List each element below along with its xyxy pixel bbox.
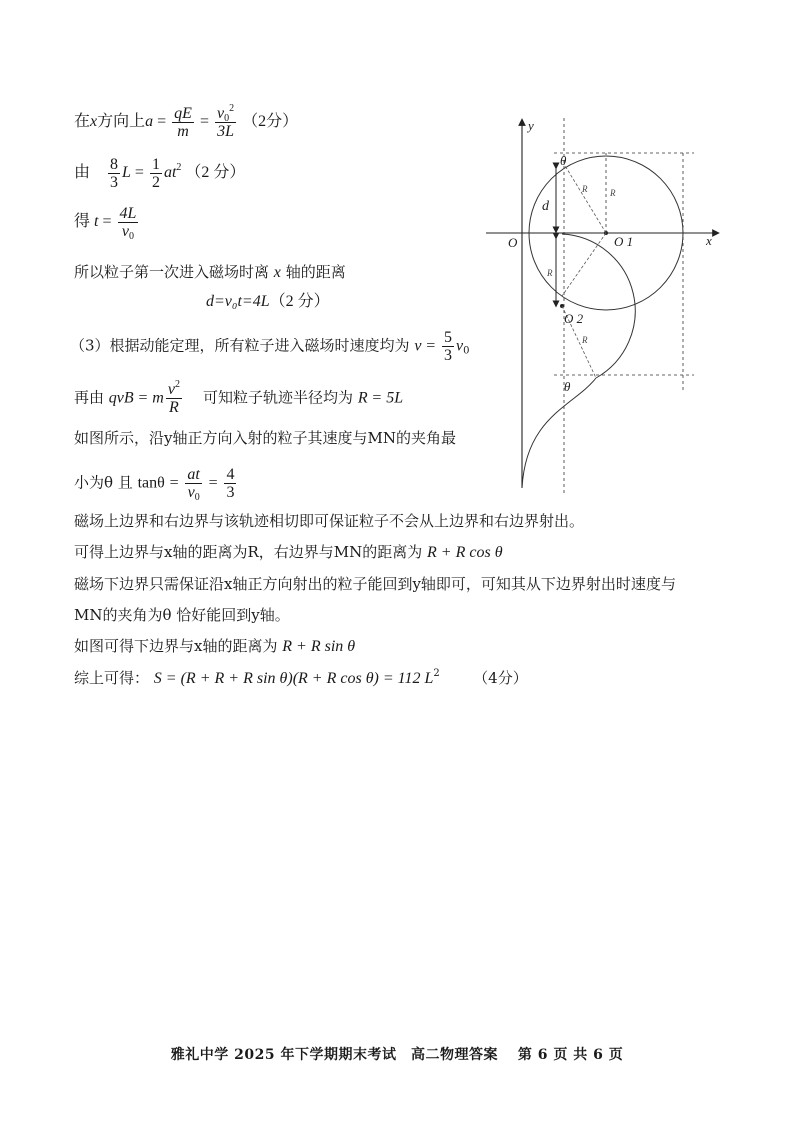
- radius-o1-bottom: [562, 233, 606, 296]
- fraction-1-2: $\frac{1}{2}$: [151, 156, 160, 191]
- velocity-sentence: （3）根据动能定理，所有粒子进入磁场时速度均为 v = $\frac{5}{3}$ $v_0$: [70, 329, 470, 364]
- time-equation: 得 t = $\frac{4L}{v_0}$: [74, 205, 137, 242]
- origin-label: O: [508, 235, 518, 250]
- theta-top-label: θ: [560, 153, 567, 168]
- d-label: d: [542, 199, 549, 214]
- distance-sentence: 所以粒子第一次进入磁场时离 x 轴的距离: [74, 263, 346, 281]
- x-axis-label: x: [706, 233, 712, 248]
- r-label-slant: R: [582, 184, 588, 194]
- fraction-at-over-v0: $\frac{at}{v_0}$: [187, 466, 200, 503]
- radius-o1-top: [564, 164, 606, 233]
- r-label-o2: R: [582, 335, 588, 345]
- boundary-sentence-2: 可得上边界与x轴的距离为R，右边界与MN的距离为 R + R cos θ: [74, 543, 503, 561]
- fraction-4-3: $\frac{4}{3}$: [226, 466, 235, 501]
- angle-sentence: 如图所示，沿y轴正方向入射的粒子其速度与MN的夹角最: [74, 429, 456, 447]
- area-equation: 综上可得： S = (R + R + R sin θ)(R + R cos θ) = 112 $L^2$ （4分）: [74, 668, 528, 687]
- y-axis-label: y: [528, 118, 534, 133]
- radius-sentence: 再由 qvB = m $\frac{v^2}{R}$ 可知粒子轨迹半径均为 R = 5L: [74, 379, 404, 416]
- boundary-sentence-1: 磁场上边界和右边界与该轨迹相切即可保证粒子不会从上边界和右边界射出。: [74, 512, 585, 530]
- distance-equation: d=v₀t=4L（2 分）: [206, 293, 330, 310]
- fraction-v0sq-over-3L: $\frac{v_0^2}{3L}$: [216, 103, 235, 140]
- o2-label: O 2: [564, 311, 584, 326]
- accel-equation: 在x方向上a = $\frac{qE}{m}$ = $\frac{v_0^2}{3L}$ （2分）: [74, 103, 299, 140]
- trajectory-diagram: [484, 116, 724, 496]
- o1-label: O 1: [614, 234, 634, 249]
- boundary-sentence-3: 磁场下边界只需保证沿x轴正方向射出的粒子能回到y轴即可，可知其从下边界射出时速度与: [74, 575, 676, 593]
- fraction-8-3: $\frac{8}{3}$: [110, 156, 119, 191]
- fraction-qE-over-m: $\frac{qE}{m}$: [174, 105, 192, 140]
- tan-equation: 小为θ 且 tanθ = $\frac{at}{v_0}$ = $\frac{4}{3}$: [74, 466, 235, 503]
- fraction-5-3: $\frac{5}{3}$: [444, 329, 453, 364]
- kinematics-equation: 由 $\frac{8}{3}$ L = $\frac{1}{2}$ $at^2$ （2 分）: [74, 156, 246, 191]
- page-footer: 雅礼中学 2025 年下学期期末考试 高二物理答案 第 6 页 共 6 页: [170, 1047, 624, 1063]
- boundary-sentence-4: MN的夹角为θ 恰好能回到y轴。: [74, 606, 290, 624]
- r-label-left: R: [547, 268, 553, 278]
- boundary-sentence-5: 如图可得下边界与x轴的距离为 R + R sin θ: [74, 637, 356, 655]
- r-label-vertical: R: [610, 188, 616, 198]
- trajectory-arc-o2: [562, 234, 635, 378]
- theta-bottom-label: θ: [564, 379, 571, 394]
- fraction-v2-over-R: $\frac{v^2}{R}$: [167, 379, 180, 416]
- fraction-4L-over-v0: $\frac{4L}{v_0}$: [119, 205, 137, 242]
- exit-curve: [522, 378, 596, 488]
